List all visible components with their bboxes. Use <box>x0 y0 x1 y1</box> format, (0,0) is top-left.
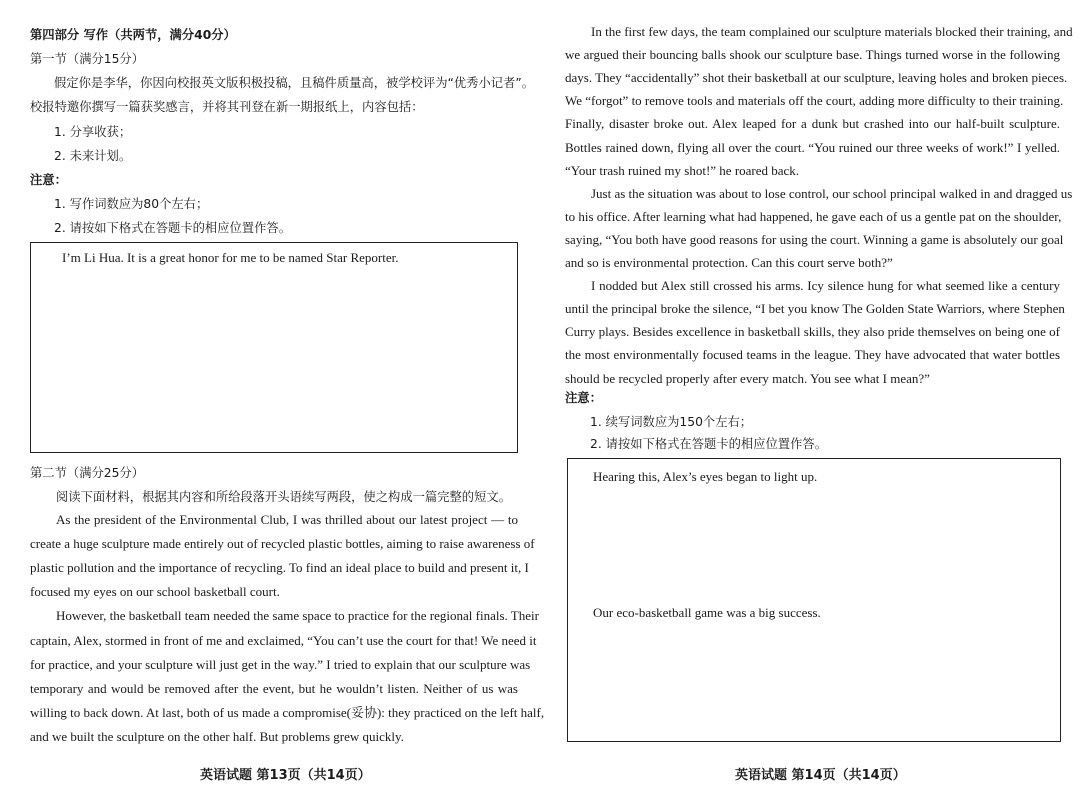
passage-line: until the principal broke the silence, “I bet you know The Golden State Warriors, where Stephen <box>565 301 1065 317</box>
passage-line: We “forgot” to remove tools and materials off the court, adding more difficulty to their training. <box>565 93 1064 109</box>
passage-line: and we built the sculpture on the other half. But problems grew quickly. <box>30 728 404 744</box>
passage-line: captain, Alex, stormed in front of me and exclaimed, “You can’t use the court for that! We need it <box>30 632 537 648</box>
passage-line: days. They “accidentally” shot their basketball at our sculpture, leaving holes and broken pieces. <box>565 70 1068 86</box>
part1-note-label: 注意： <box>30 173 67 187</box>
passage-line: Finally, disaster broke out. Alex leaped for a dunk but crashed into our half-built sculpture. <box>565 116 1060 132</box>
passage-line: In the first few days, the team complained our sculpture materials blocked their training, and <box>591 24 1073 39</box>
passage-line: willing to back down. At last, both of us made a compromise(妥协): they practiced on the left half, <box>30 704 545 720</box>
passage-line: and so is environmental protection. Can this court serve both?” <box>565 255 893 270</box>
passage-line: I nodded but Alex still crossed his arms. Icy silence hung for what seemed like a century <box>591 278 1060 294</box>
part1-prompt-line1: 假定你是李华，你因向校报英文版积极投稿，且稿件质量高，被学校评为“优秀小记者”。 <box>54 76 535 90</box>
part2-answer-box <box>567 458 1061 742</box>
part2-instruction: 阅读下面材料，根据其内容和所给段落开头语续写两段，使之构成一篇完整的短文。 <box>56 490 511 504</box>
part1-note1: 1. 写作词数应为80个左右； <box>54 197 209 211</box>
passage-line: focused my eyes on our school basketball court. <box>30 584 280 600</box>
part1-answer-start: I’m Li Hua. It is a great honor for me to be named Star Reporter. <box>62 250 399 265</box>
part2-note2: 2. 请按如下格式在答题卡的相应位置作答。 <box>590 437 827 451</box>
passage-line: the most environmentally focused teams in the league. They have advocated that water bottles <box>565 347 1060 363</box>
left-page-footer: 英语试题 第13页（共14页） <box>200 768 371 783</box>
passage-line: As the president of the Environmental Club, I was thrilled about our latest project — to <box>56 512 518 527</box>
passage-line: Just as the situation was about to lose control, our school principal walked in and dragged us <box>591 185 1073 201</box>
passage-line: However, the basketball team needed the same space to practice for the regional finals. Their <box>56 608 539 624</box>
passage-line: Curry plays. Besides excellence in basketball skills, they also pride themselves on being one of <box>565 324 1060 340</box>
passage-line: Bottles rained down, flying all over the court. “You ruined our three weeks of work!” I yelled. <box>565 139 1060 155</box>
part2-note-label: 注意： <box>565 391 602 405</box>
part1-note2: 2. 请按如下格式在答题卡的相应位置作答。 <box>54 221 291 235</box>
part2-para2-start: Our eco-basketball game was a big success. <box>593 605 821 620</box>
part2-heading: 第二节（满分25分） <box>30 466 145 480</box>
passage-line: temporary and would be removed after the event, but he wouldn’t listen. Neither of us was <box>30 680 518 696</box>
part1-point2: 2. 未来计划。 <box>54 149 132 163</box>
part2-para1-start: Hearing this, Alex’s eyes began to light up. <box>593 469 818 484</box>
part1-answer-box <box>30 242 518 453</box>
part2-note1: 1. 续写词数应为150个左右； <box>590 415 753 429</box>
passage-line: we argued their bouncing balls shook our sculpture base. Things turned worse in the following <box>565 47 1060 63</box>
passage-line: should be recycled properly after every match. You see what I mean?” <box>565 370 930 386</box>
passage-line: create a huge sculpture made entirely out of recycled plastic bottles, aiming to raise awareness of <box>30 536 535 552</box>
right-page-footer: 英语试题 第14页（共14页） <box>735 768 906 783</box>
passage-line: plastic pollution and the importance of recycling. To find an ideal place to build and present it, I <box>30 560 529 576</box>
part1-heading: 第一节（满分15分） <box>30 52 145 66</box>
passage-line: saying, “You both have good reasons for using the court. Winning a game is absolutely our goal <box>565 231 1064 247</box>
passage-line: to his office. After learning what had happened, he gave each of us a gentle pat on the shoulder, <box>565 208 1062 224</box>
passage-line: “Your trash ruined my shot!” he roared back. <box>565 162 800 178</box>
section-heading: 第四部分 写作（共两节，满分40分） <box>30 28 236 42</box>
part1-point1: 1. 分享收获； <box>54 125 132 139</box>
part1-prompt-line2: 校报特邀你撰写一篇获奖感言，并将其刊登在新一期报纸上，内容包括： <box>30 100 424 114</box>
passage-line: for practice, and your sculpture will just get in the way.” I tried to explain that our sculpture was <box>30 656 531 672</box>
